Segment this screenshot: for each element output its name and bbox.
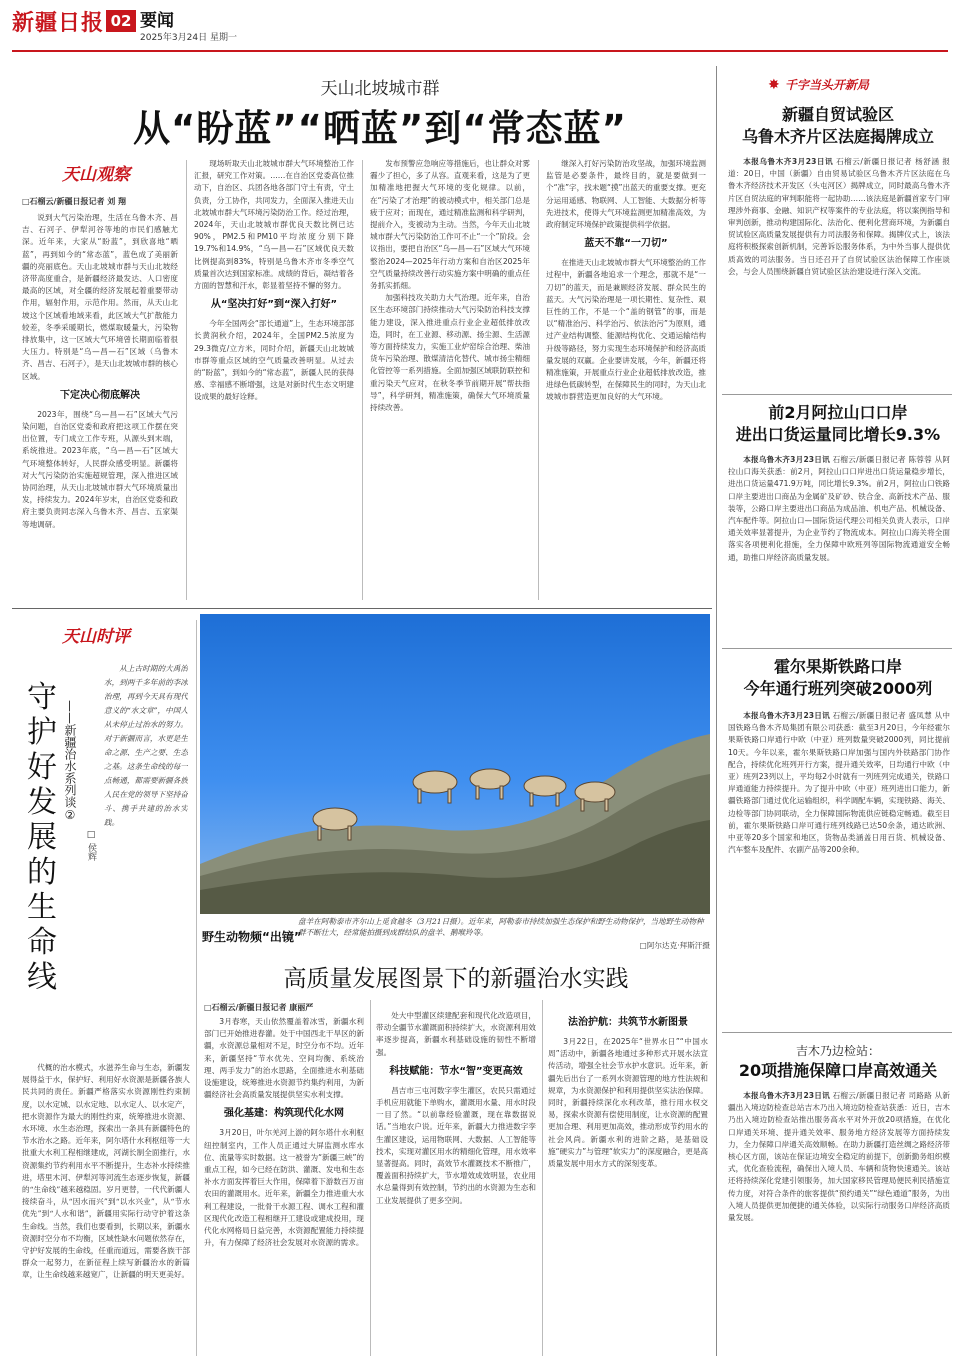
brief4-lead: 本报乌鲁木齐3月23日讯 bbox=[743, 1091, 830, 1100]
series-title-char: 生 bbox=[27, 890, 57, 925]
lead-subhead-1: 下定决心彻底解决 bbox=[60, 389, 140, 401]
brief1-reporter: 石榴云/新疆日报记者 杨舒涵 bbox=[836, 157, 940, 166]
series-title-char: 展 bbox=[27, 820, 57, 855]
lead-kicker: 天山北坡城市群 bbox=[320, 79, 440, 99]
lead-col2-para-b: 今年全国两会“部长通道”上，生态环境部部长黄润秋介绍，2024年，全国PM2.5浓度为29.3微克/立方米，同时介绍，新疆天山北坡城市群等重点区域的空气质量改善明显。从过去的“盼蓝”，到如今的“常态蓝”，新疆人民的获得感、幸福感不断增强，这是对新时代生态文明建设成果的最好诠释。 bbox=[194, 319, 354, 402]
column-logo-tianshan-shiping: 天山时评 bbox=[62, 627, 130, 647]
brief2-reporter: 石榴云/新疆日报记者 陈蓉蓉 bbox=[832, 455, 932, 464]
brief3-reporter: 石榴云/新疆日报记者 盛凤慧 bbox=[832, 711, 932, 720]
photo-label: 野生动物频“出镜” bbox=[202, 930, 302, 944]
argali-sheep-photo bbox=[200, 614, 710, 914]
section-name: 要闻 bbox=[140, 11, 174, 31]
lead-headline: 从“盼蓝”“晒蓝”到“常态蓝” bbox=[133, 107, 627, 150]
brief1-text: 报道：20日，中国（新疆）自由贸易试验区乌鲁木齐片区法庭在乌鲁木齐经济技术开发区（头屯河区）揭牌成立，同时最高乌鲁木齐片区自贸法庭的审判职能将一起协助……该法庭是新疆首家专门审理涉外商事、金融、知识产权等案件的专业法庭，将以案例指导和审判创新，推动构建国际化、法治化、便利化营商环境，为新疆自贸试验区高质量发展提供有力司法服务和保障。揭牌仪式上，该法庭将积极探索创新机制，完善诉讼服务体系，为中外当事人提供优质高效的司法服务。当日还召开了自贸试验区法治保障工作座谈会，与会人员围绕新疆自贸试验区法治建设进行深入交流。 bbox=[728, 157, 950, 276]
page-number: 02 bbox=[106, 10, 136, 32]
brief1-body bbox=[728, 156, 950, 388]
brief4-reporter: 石榴云/新疆日报记者 司路路 bbox=[832, 1091, 932, 1100]
feature-col2-para-a: 处大中型灌区续建配套和现代化改造项目，带动全疆节水灌溉面积持续扩大，水资源利用效率逐步提高，新疆水利基础设施的韧性不断增强。 bbox=[376, 1011, 536, 1057]
feature-column-2 bbox=[376, 1010, 536, 1356]
feature-subhead-2: 科技赋能：节水“智”变更高效 bbox=[389, 1065, 523, 1077]
lead-col1-para-b: 2023年，围绕“乌—昌—石”区域大气污染问题，自治区党委和政府把这项工作摆在突出位置，专门成立工作专班，从源头到末端，系统推进。2023年底，“乌—昌—石”区域大气环境整体转好，人民群众感受明显。新疆将对大气污染防治实施超规管理，深入推进区域协同治理，从天山北坡城市群大气环境质量出发，持续发力。2024年岁末，自治区党委和政府主要负责同志深入乌鲁木齐、昌吉、五家渠等地调研。 bbox=[22, 409, 178, 529]
photo-caption: 盘羊在阿勒泰市齐尔山上觅食越冬（3月21日摄）。近年来，阿勒泰市持续加强生态保护和野生动物保护，当地野生动物种群不断壮大，经常能拍摄到成群结队的盘羊、鹅喉羚等。 bbox=[298, 917, 704, 937]
feature-col2-para-b: 昌吉市三屯河数字孪生灌区，农民只需通过手机应用就能下单购水，灌溉用水量、用水时段一目了然。“以前靠经验灌溉，现在靠数据说话。”当地农户说。近年来，新疆大力推进数字孪生灌区建设，运用物联网、大数据、人工智能等技术，实现对灌区用水的精细化管理，用水效率显著提高。同时，高效节水灌溉技术不断推广，覆盖面积持续扩大，节水增效成效明显，农业用水总量得到有效控制，节约出的水资源为生态和工业发展提供了更多空间。 bbox=[376, 1085, 536, 1205]
feature-column-3 bbox=[548, 1010, 708, 1356]
masthead-rule bbox=[12, 50, 948, 52]
series-title-char: 的 bbox=[27, 855, 57, 890]
lead-col3-para-b: 加强科技攻关助力大气治理。近年来，自治区生态环境部门持续推动大气污染防治科技支撑能力建设，深入推进重点行业企业超低排放改造，同时，在工业源、移动源、扬尘源、生活源等方面持续发力，实施工业炉窑综合治理、柴油货车污染治理、散煤清洁化替代、城市扬尘精细化管控等一系列措施。全面加强区域联防联控和重污染天气应对，在秋冬季节前期开展“帮扶指导”，科学研判，精准施策，确保大气环境质量持续改善。 bbox=[370, 293, 530, 413]
photo-credit: □阿尔达克·拜斯汗摄 bbox=[639, 941, 710, 950]
brief2-text: 从阿拉山口海关获悉：前2月，阿拉山口口岸进出口货运量稳步增长，进出口货运量471.9万吨，同比增长9.3%。前2月，阿拉山口铁路口岸主要进出口商品为金属矿及矿砂、铁合金、高新技术产品、服装等，公路口岸主要进出口商品为成品油、机电产品、机械设备、汽车配件等。阿拉山口—国际货运代理公司相关负责人表示，口岸通关效率显著提升，为企业节约了物流成本。阿拉山口海关将全面落实各项便利化措施，全力保障中欧班列等国际物流通道安全畅通，助推口岸经济高质量发展。 bbox=[728, 455, 950, 562]
series-poem: 从上古时期的大禹治水，到两千多年前的李冰治理，再到今天具有现代意义的“水文章”，中国人从未停止过治水的努力。对于新疆而言，水更是生命之源、生产之要、生态之基。这条生命线的每一点畅通，都需要新疆各族人民在党的领导下坚持奋斗、携手共建的治水实践。 bbox=[104, 664, 188, 827]
brief1-lead: 本报乌鲁木齐3月23日讯 bbox=[743, 157, 834, 166]
brief4-headline: 20项措施保障口岸高效通关 bbox=[738, 1061, 938, 1080]
brief3-lead: 本报乌鲁木齐3月23日讯 bbox=[743, 711, 830, 720]
lead-col2-para-a: 现场听取天山北坡城市群大气环境整治工作汇报，研究工作对策。……在自治区党委高位推动下，自治区、兵团各地各部门守土有责，守土负责，分工协作，共同发力，全面深入推进天山北坡城市群大气环境污染防治工作。经过治理，2024年，天山北坡城市群优良天数比例已达90%，PM2.5和PM10平均浓度分别下降19.7%和14.9%，“乌—昌—石”区域优良天数比例提高到83%，特别是乌鲁木齐市冬季空气质量首次达到国家标准。成绩的背后，凝结着各方面的智慧和汗水，彰显着坚持不懈的努力。 bbox=[194, 159, 354, 291]
series-title-char: 线 bbox=[27, 960, 57, 995]
lead-column-2 bbox=[194, 158, 354, 602]
masthead bbox=[0, 0, 960, 52]
star-icon: ✸ bbox=[768, 77, 780, 93]
lead-col1-para-a: 说到大气污染治理，生活在乌鲁木齐、昌吉、石河子、伊犁河谷等地的市民们感触尤深。近年来，大家从“盼蓝”，到欣喜地“晒蓝”，再到如今的“常态蓝”，蓝色成了美丽新疆的亮丽底色。天山北坡城市群与天山北坡经济带高度重合，是新疆经济最发达、人口密度最高的区域，对全疆的经济发展起着重要带动作用，辐射作用，示范作用。然而，从天山北坡这个区域看地域来看，此区域大气扩散能力较差，冬季采暖期长，燃煤取暖量大，污染物排放集中，这一区域大气环境曾长期面临着很大压力。特别是“乌—昌—石”区域（乌鲁木齐、昌吉、石河子），是天山北坡城市群的核心区域。 bbox=[22, 213, 178, 381]
lead-subhead-2: 从“坚决打好”到“深入打好” bbox=[210, 299, 338, 311]
brief2-body bbox=[728, 454, 950, 642]
lead-subhead-3: 蓝天不靠“一刀切” bbox=[584, 238, 668, 250]
brief1-headline: 新疆自贸试验区 乌鲁木齐片区法庭揭牌成立 bbox=[741, 105, 934, 146]
series-title bbox=[22, 680, 62, 995]
brief3-body bbox=[728, 710, 950, 1026]
brief2-headline: 前2月阿拉山口口岸 进出口货运量同比增长9.3% bbox=[735, 403, 941, 444]
lead-column-4 bbox=[546, 158, 706, 602]
brief4-text: 从新疆出入境边防检查总站吉木乃出入境边防检查站获悉：近日，吉木乃出入境边防检查站推出服务高水平对外开放20项措施，在优化口岸通关环境、提升通关效率、服务地方经济发展等方面持续发力，全力保障口岸通关高效顺畅。在助力新疆打造丝绸之路经济带核心区方面，该站在保证边境安全稳定的前提下，创新勤务组织模式，优化查验流程，确保出入境人员、车辆和货物快速通关。该站还将持续深化党建引领服务，加大国家移民管理局便民利民措施宣传力度，对符合条件的旅客提供“预约通关”“绿色通道”服务，为出入境人员提供更加便捷的通关体验，以实际行动服务口岸经济高质量发展。 bbox=[728, 1091, 950, 1223]
masthead-logo: 新疆日报 bbox=[12, 10, 105, 36]
lead-col4-para-a: 继深入打好污染防治攻坚战，加强环境监测监管是必要条件，最终目的，就是要做到一个“准”字，找未题“摸”出蓝天的重要支撑。更充分运用遥感、物联网、人工智能、大数据分析等先进技术，使得大气环境监测更加精准高效，为政府制定环境保护政策提供科学依据。 bbox=[546, 159, 706, 230]
lead-byline: □石榴云/新疆日报记者 刘 翔 bbox=[22, 197, 127, 206]
series-title-char: 发 bbox=[27, 785, 57, 820]
feature-headline: 高质量发展图景下的新疆治水实践 bbox=[283, 966, 629, 992]
photo-wild-animals bbox=[200, 614, 710, 914]
column-logo-qianzi bbox=[768, 74, 869, 93]
brief3-text: 从中国铁路乌鲁木齐局集团有限公司获悉：截至3月20日，今年经霍尔果斯铁路口岸通行中欧（中亚）班列数量突破2000列，同比提前10天。今年以来，霍尔果斯铁路口岸加强与国内外铁路部门协作配合，持续优化班列开行方案，提升通关效率，日均通行中欧（中亚）班列23列以上，平均每2小时就有一列班列完成通关，铁路口岸通道能力持续提升。为了提升中欧（中亚）班列进出口能力，新疆铁路部门通过优化运输组织，科学调配车辆，实现铁路、海关、边检等部门协同联动，全力保障国际物流供应链稳定畅通。截至目前，霍尔果斯铁路口岸可通行班列线路已达50余条，通达欧洲、中亚等20多个国家和地区，货物品类涵盖日用百货、机械设备、汽车整车及配件、农副产品等200余种。 bbox=[728, 711, 950, 855]
brief4-kicker: 吉木乃边检站： bbox=[795, 1044, 880, 1058]
column-logo-qianzi-text: 千字当头开新局 bbox=[784, 78, 869, 92]
series-title-char: 好 bbox=[27, 750, 57, 785]
series-author: □ 侯辉 bbox=[86, 830, 96, 861]
feature-byline: □石榴云/新疆日报记者 康丽严 bbox=[204, 1003, 314, 1012]
feature-subhead-3: 法治护航：共筑节水新图景 bbox=[568, 1017, 688, 1028]
series-title-char: 命 bbox=[27, 925, 57, 960]
brief4-body bbox=[728, 1090, 950, 1356]
feature-subhead-1: 强化基建：构筑现代化水网 bbox=[224, 1108, 344, 1120]
series-title-char: 守 bbox=[27, 680, 57, 715]
column-logo-tianshan-guancha: 天山观察 bbox=[62, 165, 130, 185]
feature-col1-para-b: 3月20日，叶尔羌河上游的阿尔塔什水利枢纽控制室内，工作人员正通过大屏监测水库水位、流量等实时数据。这一被誉为“新疆三峡”的重点工程，如今已经在防洪、灌溉、发电和生态补水方面发挥着巨大作用，保障着下游数百万亩农田的灌溉用水。近年来，新疆全力推进重大水利工程建设，一批骨干水源工程、调水工程和灌区现代化改造工程相继开工建设或建成投用，现代化水网格局日益完善，水资源配置能力持续提升，有力保障了经济社会发展对水资源的需求。 bbox=[204, 1128, 364, 1248]
series-subtitle: ——新疆治水系列谈② bbox=[63, 700, 77, 822]
feature-col1-para-a: 3月春寒，天山依然覆盖着冰雪，新疆水利部门已开始推进春灌。处于中国西北干旱区的新疆，水资源总量相对不足，时空分布不均。近年来，新疆坚持“节水优先、空间均衡、系统治理、两手发力”的治水思路，全面推进水利基础设施建设，统筹推进水资源节约集约利用，为新疆经济社会高质量发展提供坚实水利支撑。 bbox=[204, 1017, 364, 1100]
feature-column-1 bbox=[204, 1016, 364, 1356]
brief3-headline: 霍尔果斯铁路口岸 今年通行班列突破2000列 bbox=[743, 657, 933, 698]
brief2-lead: 本报乌鲁木齐3月23日讯 bbox=[743, 455, 830, 464]
lead-column-3 bbox=[370, 158, 530, 602]
feature-col3-para: 3月22日，在2025年“世界水日”“中国水周”活动中，新疆各地通过多种形式开展水法宣传活动，增强全社会节水护水意识。近年来，新疆先后出台了一系列水资源管理的地方性法规和规章，为水资源保护和利用提供坚实法治保障。同时，新疆持续深化水利改革，推行用水权交易，探索水资源有偿使用制度，让水资源的配置更加合理、利用更加高效，推动形成节约用水的社会风尚。新疆水利的进阶之路，是基础设施“硬实力”与管理“软实力”的深度融合，更是高质量发展中用水方式的深刻变革。 bbox=[548, 1037, 708, 1169]
lead-column-1 bbox=[22, 212, 178, 602]
lead-col3-para-a: 发布预警应急响应等措施后，也让群众对雾霾少了担心，多了从容。直观来看，这是为了更加精准地把握大气环境的变化规律。以前，在“污染了才治理”的被动模式中，相关部门总是疲于应对；而现在，通过精准监测和科学研判，提前介入，变被动为主动。当然，今年天山北坡城市群大气污染防治工作可不止“一个”阶段。会议指出，要把自治区“乌—昌—石”区域大气环境整治2024—2025年行动方案和自治区2025年空气质量持续改善行动实施方案中明确的重点任务抓实抓细。 bbox=[370, 159, 530, 291]
series-body: 代概的治水模式，水滋养生命与生态，新疆发展得益于水，保护好、利用好水资源是新疆各族人民共同的责任。新疆严格落实水资源刚性约束制度，以水定城、以水定地、以水定人、以水定产，把水资源作为最大的刚性约束，统筹推进水资源、水环境、水生态治理，探索出一条具有新疆特色的节水治水之路。近年来，阿尔塔什水利枢纽等一大批重大水利工程相继建成，河湖长制全面推行，水资源集约节约利用水平不断提升，生态补水持续推进，塔里木河、伊犁河等河流生态逐步恢复，新疆的“生命线”越来越稳固。岁月更替，一代代新疆人接续奋斗，从“因水而兴”到“以水兴业”，从“节水优先”到“人水和谐”，新疆用实际行动守护着这条生命线。当然，我们也要看到，长期以来，新疆水资源时空分布不均衡，区域性缺水问题依然存在，守护好发展的生命线，任重而道远，需要各族干部群众一起努力，在新征程上续写新疆治水的新篇章，让生命线越来越宽广，让新疆的明天更美好。 bbox=[22, 1063, 190, 1280]
series-title-char: 护 bbox=[27, 715, 57, 750]
issue-date: 2025年3月24日 星期一 bbox=[140, 33, 237, 43]
lead-col4-para-b: 在推进天山北坡城市群大气环境整治的工作过程中，新疆各地追求一个理念，那就不是“一刀切”的蓝天，而是兼顾经济发展、群众民生的蓝天。大气污染治理是一项长期性、复杂性、艰巨性的工作，不是一个“盖的钢管”的事，而是以“精准治污、科学治污、依法治污”为原则，通过产业结构调整、能源结构优化、交通运输结构升级等路径，努力实现生态环境保护和经济高质量发展的双赢。企业要讲发展，今年，新疆还将精准施策，开展重点行业企业超低排放改造，推进绿色低碳转型，在保障民生的同时，为天山北坡城市群营造更加良好的大气环境。 bbox=[546, 258, 706, 402]
